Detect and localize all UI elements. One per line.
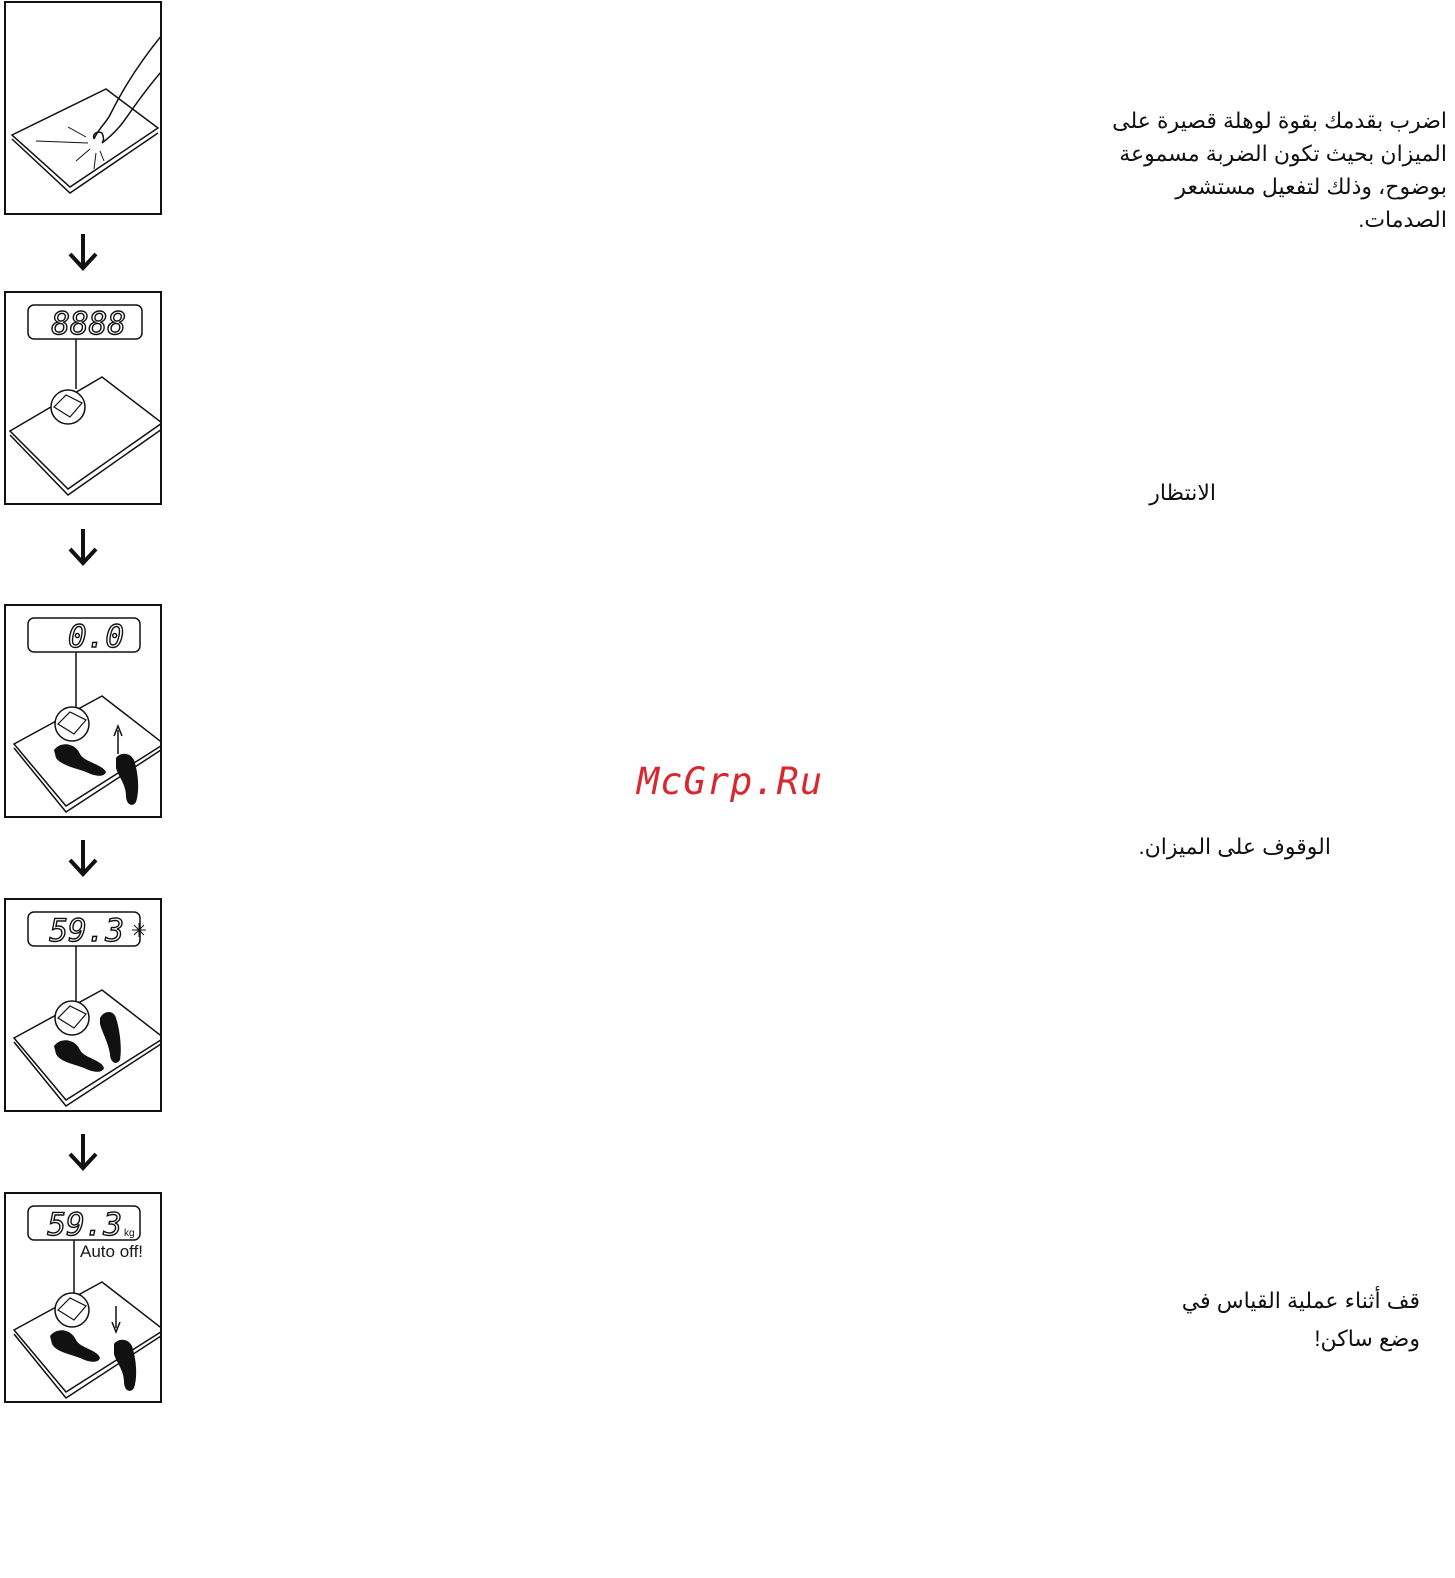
illustration-tap-scale xyxy=(4,1,162,215)
watermark: McGrp.Ru xyxy=(636,760,824,803)
step-1-instruction: اضرب بقدمك بقوة لوهلة قصيرة على الميزان بحيث تكون الضربة مسموعة بوضوح، وذلك لتفعيل مستشعر الصدمات. xyxy=(1112,108,1447,232)
auto-off-label: Auto off! xyxy=(80,1242,144,1261)
step-5-instruction: قف أثناء عملية القياس في وضع ساكن! xyxy=(1181,1288,1420,1351)
lcd-display-value: 8888 xyxy=(51,306,126,342)
arrow-down-icon xyxy=(66,232,100,272)
blinking-indicator-icon xyxy=(132,923,146,937)
arrow-down-icon xyxy=(66,838,100,878)
lcd-display-value: 59.3 xyxy=(49,913,124,949)
lcd-unit: kg xyxy=(124,1228,135,1239)
arrow-down-icon xyxy=(66,1132,100,1172)
step-3-instruction: الوقوف على الميزان. xyxy=(1138,834,1331,859)
lcd-display-value: 59.3 xyxy=(47,1207,122,1243)
illustration-measuring xyxy=(4,898,162,1112)
illustration-step-off xyxy=(4,1192,162,1403)
illustration-step-on xyxy=(4,604,162,818)
arrow-down-icon xyxy=(66,527,100,567)
illustration-display-test xyxy=(4,291,162,505)
step-2-instruction: الانتظار xyxy=(1149,480,1216,505)
lcd-display-value: 0.0 xyxy=(68,619,124,655)
